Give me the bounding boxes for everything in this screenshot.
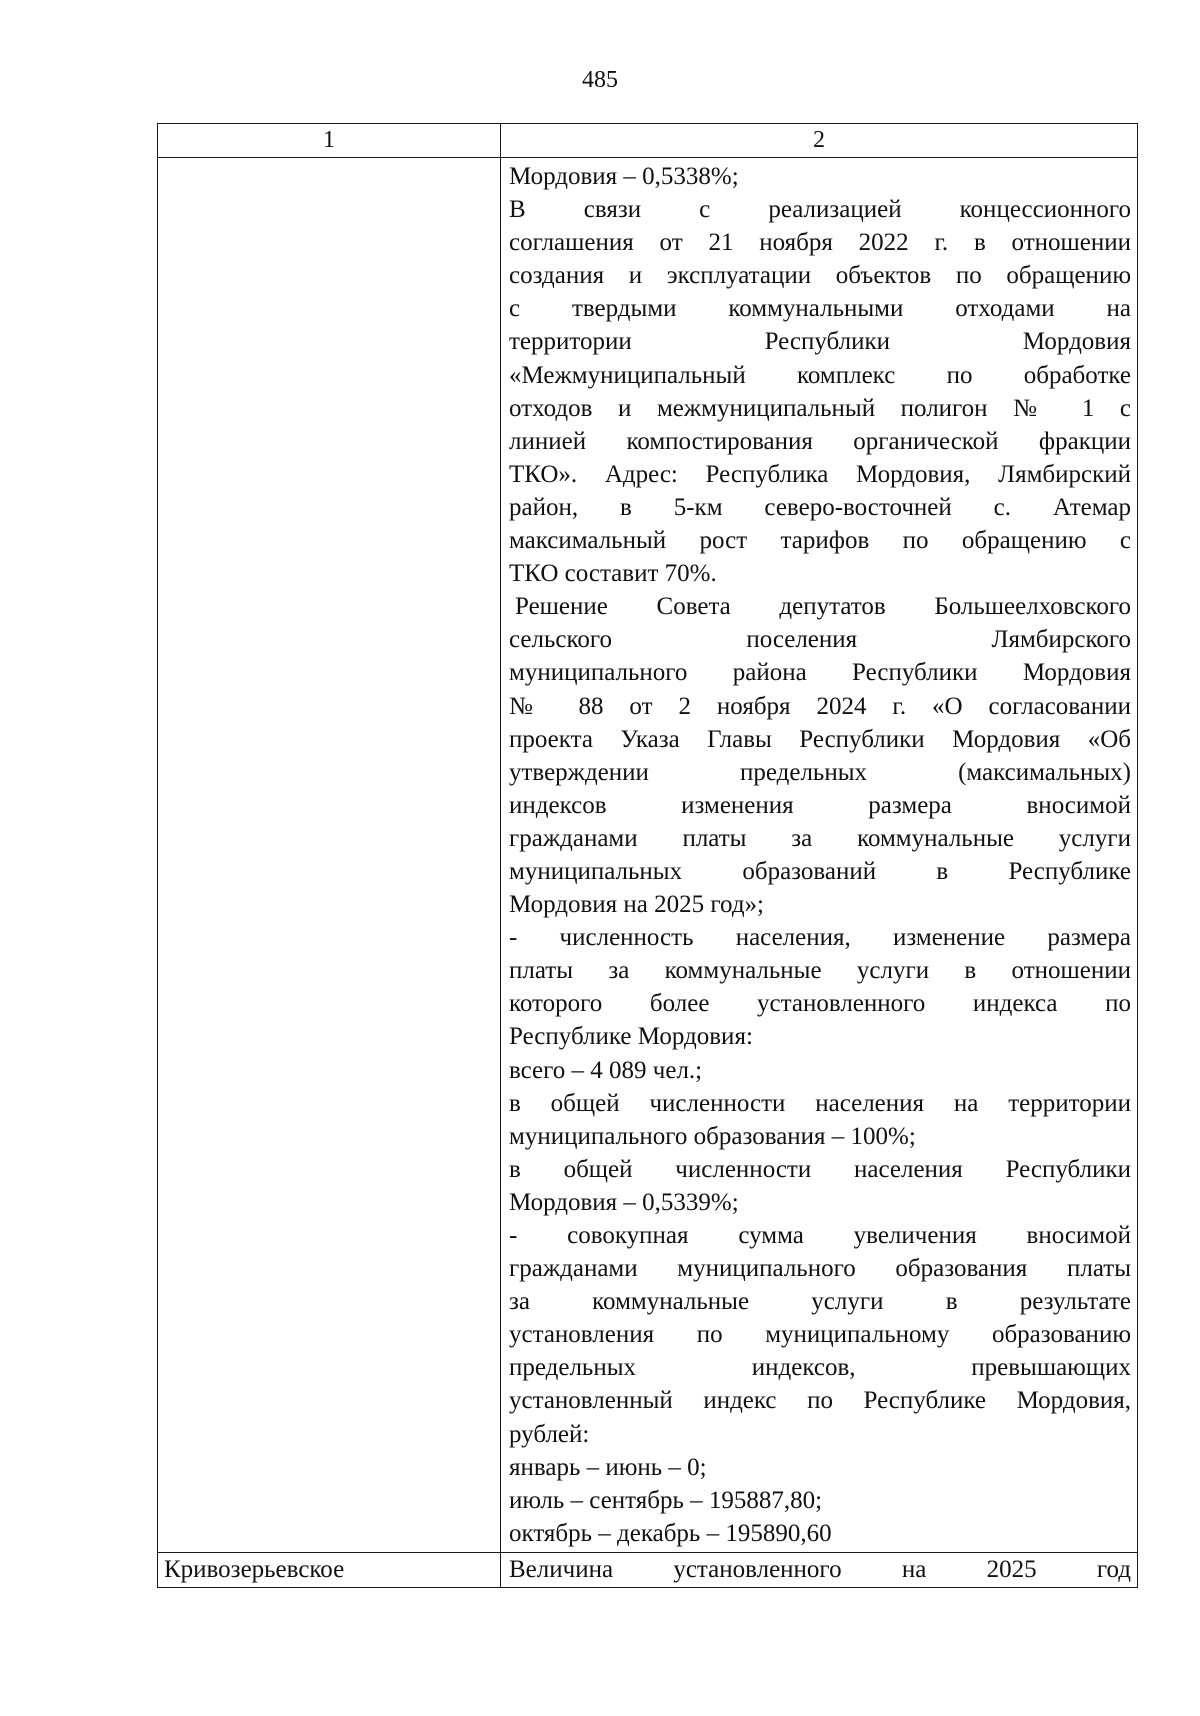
description-line: район, в 5-км северо-восточней с. Атемар xyxy=(509,493,1131,521)
description-line: утверждении предельных (максимальных) xyxy=(509,758,1131,786)
description-line: всего – 4 089 чел.; xyxy=(509,1056,703,1084)
description-line: платы за коммунальные услуги в отношении xyxy=(509,957,1131,985)
description-line: Республике Мордовия: xyxy=(509,1023,753,1051)
description-line: соглашения от 21 ноября 2022 г. в отношении xyxy=(509,229,1131,257)
description-line: муниципального района Республики Мордовия xyxy=(509,659,1131,687)
description-line: индексов изменения размера вносимой xyxy=(509,791,1131,819)
description-line: отходов и межмуниципальный полигон № 1 с xyxy=(509,394,1131,422)
description-line: июль – сентябрь – 195887,80; xyxy=(509,1486,823,1514)
description-line: в общей численности населения на территории xyxy=(509,1089,1131,1117)
description-line: Величина установленного на 2025 год xyxy=(509,1555,1131,1583)
column-header-2: 2 xyxy=(501,124,1138,158)
description-line: рублей: xyxy=(509,1420,590,1448)
description-line: Мордовия – 0,5339%; xyxy=(509,1188,739,1216)
description-line: «Межмуниципальный комплекс по обработке xyxy=(509,361,1131,389)
table-header-row xyxy=(158,124,1138,158)
description-cell xyxy=(501,158,1138,1553)
description-line: № 88 от 2 ноября 2024 г. «О согласовании xyxy=(509,692,1131,720)
description-line: Мордовия – 0,5338%; xyxy=(509,163,739,190)
description-line: с твердыми коммунальными отходами на xyxy=(509,295,1131,323)
description-line: проекта Указа Главы Республики Мордовия «Об xyxy=(509,725,1131,753)
description-line: в общей численности населения Республики xyxy=(509,1155,1131,1183)
description-line: январь – июнь – 0; xyxy=(509,1453,707,1481)
description-line: ТКО составит 70%. xyxy=(509,560,717,588)
description-line: Мордовия на 2025 год»; xyxy=(509,891,764,919)
table-row xyxy=(158,1552,1138,1587)
municipality-name-cell xyxy=(158,158,501,1553)
description-line: муниципального образования – 100%; xyxy=(509,1122,916,1150)
description-line: предельных индексов, превышающих xyxy=(509,1354,1131,1382)
description-line: установленный индекс по Республике Мордовия, xyxy=(509,1387,1131,1415)
description-line: линией компостирования органической фракции xyxy=(509,427,1131,455)
description-cell xyxy=(501,1552,1138,1587)
description-line: за коммунальные услуги в результате xyxy=(509,1288,1131,1316)
description-line: - совокупная сумма увеличения вносимой xyxy=(509,1222,1131,1249)
description-text xyxy=(509,160,1131,1550)
description-line: муниципальных образований в Республике xyxy=(509,857,1131,885)
column-header-1: 1 xyxy=(158,124,501,158)
description-line: ТКО». Адрес: Республика Мордовия, Лямбирский xyxy=(509,460,1131,488)
municipal-index-table xyxy=(157,123,1138,1588)
description-line: максимальный рост тарифов по обращению с xyxy=(509,527,1131,555)
description-line: создания и эксплуатации объектов по обращению xyxy=(509,262,1131,290)
description-line: сельского поселения Лямбирского xyxy=(509,626,1131,654)
description-line: установления по муниципальному образованию xyxy=(509,1321,1131,1349)
description-line: октябрь – декабрь – 195890,60 xyxy=(509,1519,832,1547)
table-row xyxy=(158,158,1138,1553)
page-number: 485 xyxy=(582,67,618,93)
description-line: территории Республики Мордовия xyxy=(509,328,1131,356)
description-line: гражданами муниципального образования платы xyxy=(509,1255,1131,1283)
description-line: которого более установленного индекса по xyxy=(509,990,1131,1018)
description-line: В связи с реализацией концессионного xyxy=(509,196,1131,224)
municipality-name: Кривозерьевское xyxy=(164,1555,345,1583)
municipality-name-cell xyxy=(158,1552,501,1587)
description-line: - численность населения, изменение размера xyxy=(509,924,1131,952)
description-line: Решение Совета депутатов Большеелховского xyxy=(515,593,1131,621)
description-line: гражданами платы за коммунальные услуги xyxy=(509,824,1131,852)
